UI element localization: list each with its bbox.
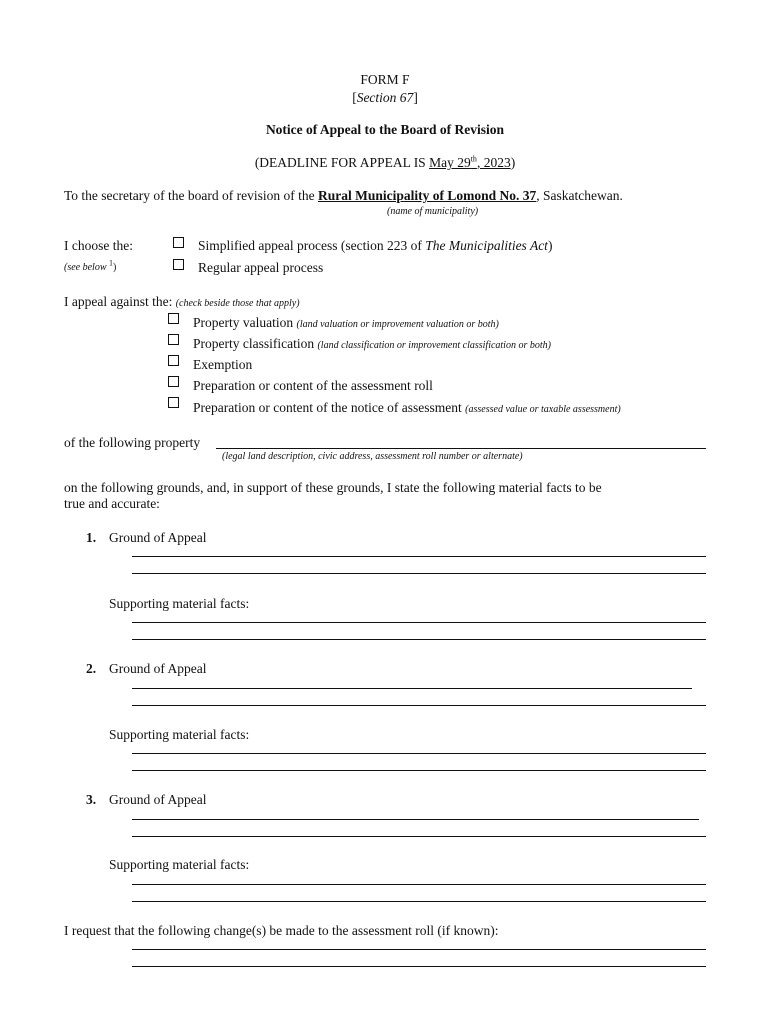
deadline-year: , 2023 [476,155,511,170]
choose-label: I choose the: [64,238,133,253]
notice-of-assessment-item [193,400,621,416]
ground-1-line-1[interactable] [132,556,706,557]
ground-2-line-1[interactable] [132,688,692,689]
ground-number: 2. [86,661,97,676]
ground-number: 1. [86,530,97,545]
facts-3-line-1[interactable] [132,884,706,885]
ground-title: Ground of Appeal [109,792,207,807]
regular-process-label: Regular appeal process [198,260,324,275]
appeal-against-label: I appeal against the: [64,294,176,309]
deadline-sup: th [470,154,477,164]
appeal-against-hint: (check beside those that apply) [175,298,300,309]
facts-2-line-1[interactable] [132,753,706,754]
item-hint: (land valuation or improvement valuation or both) [296,319,499,330]
item-label: Property valuation [193,315,297,330]
request-label: I request that the following change(s) be made to the assessment roll (if known): [64,923,499,938]
ground-title: Ground of Appeal [109,661,207,676]
appeal-against-line [64,294,300,310]
ground-1-line-2[interactable] [132,573,706,574]
deadline-prefix: (DEADLINE FOR APPEAL IS [254,155,430,170]
facts-2-line-2[interactable] [132,770,706,771]
property-hint: (legal land description, civic address, assessment roll number or alternate) [222,451,523,462]
facts-label: Supporting material facts: [109,596,250,611]
assessment-roll-checkbox[interactable] [168,376,179,387]
property-valuation-item [193,315,499,331]
property-classification-item [193,336,551,352]
see-below-close: ) [113,262,117,273]
facts-1-line-2[interactable] [132,639,706,640]
ground-title: Ground of Appeal [109,530,207,545]
form-label: FORM F [360,72,410,87]
deadline-date [429,155,511,170]
item-label: Preparation or content of the notice of assessment [193,400,466,415]
item-label: Property classification [193,336,318,351]
item-hint: (assessed value or taxable assessment) [465,404,621,415]
deadline-day: May 29 [429,155,471,170]
exemption-item: Exemption [193,357,253,372]
see-below-note [64,258,117,273]
see-below-text: (see below [64,262,109,273]
property-input-line[interactable] [216,448,706,449]
ground-2-line-2[interactable] [132,705,706,706]
addressee-prefix: To the secretary of the board of revision of the [64,188,318,203]
grounds-intro-line2: true and accurate: [64,496,160,511]
exemption-checkbox[interactable] [168,355,179,366]
property-valuation-checkbox[interactable] [168,313,179,324]
assessment-roll-item: Preparation or content of the assessment roll [193,378,433,393]
facts-3-line-2[interactable] [132,901,706,902]
municipality-hint: (name of municipality) [387,206,479,217]
request-line-1[interactable] [132,949,706,950]
addressee-suffix: , Saskatchewan. [536,188,623,203]
facts-1-line-1[interactable] [132,622,706,623]
deadline-notice [0,155,770,171]
notice-of-assessment-checkbox[interactable] [168,397,179,408]
ground-3-line-2[interactable] [132,836,706,837]
ground-3-line-1[interactable] [132,819,699,820]
regular-process-checkbox[interactable] [173,259,184,270]
grounds-intro-line1: on the following grounds, and, in support of these grounds, I state the following material facts to be [64,480,602,495]
simplified-process-label [198,238,552,254]
facts-label: Supporting material facts: [109,857,250,872]
addressee-line [64,188,623,204]
option1-act: The Municipalities Act [425,238,548,253]
option1-prefix: Simplified appeal process (section 223 of [198,238,426,253]
municipality-name[interactable]: Rural Municipality of Lomond No. 37 [317,188,537,203]
form-title: Notice of Appeal to the Board of Revision [265,122,505,137]
deadline-suffix: ) [510,155,516,170]
request-line-2[interactable] [132,966,706,967]
simplified-process-checkbox[interactable] [173,237,184,248]
section-reference: [Section 67] [352,90,418,105]
see-below-sup: 1 [109,258,113,268]
ground-number: 3. [86,792,97,807]
section-text: Section 67 [356,90,414,105]
item-hint: (land classification or improvement classification or both) [317,340,551,351]
property-classification-checkbox[interactable] [168,334,179,345]
property-label: of the following property [64,435,201,450]
facts-label: Supporting material facts: [109,727,250,742]
option1-suffix: ) [547,238,553,253]
